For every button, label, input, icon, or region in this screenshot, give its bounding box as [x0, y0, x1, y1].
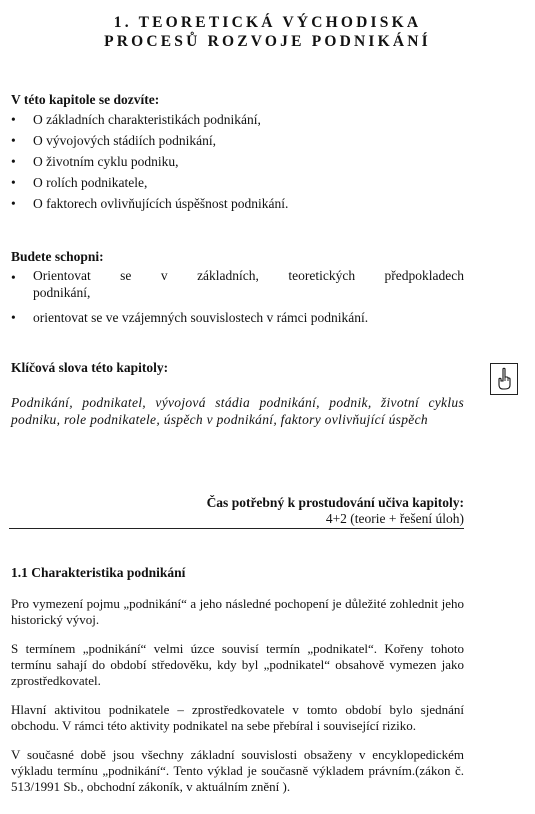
section-paragraph: Hlavní aktivitou podnikatele – zprostředkovatele v tomto období bylo sjednání obchodu. V rámci této aktivity podnikatel na sebe přebíral i související riziko.	[11, 702, 464, 733]
bullet-icon: •	[11, 112, 16, 127]
able-heading: Budete schopni:	[11, 249, 104, 264]
pointing-hand-icon	[490, 363, 518, 395]
bullet-icon: •	[11, 196, 16, 211]
bullet-icon: •	[11, 270, 16, 285]
section-paragraph: S termínem „podnikání“ velmi úzce souvisí termín „podnikatel“. Kořeny tohoto termínu sahají do období středověku, kdy byl „podnikatel“ obsahově vymezen jako zprostředkovatel.	[11, 641, 464, 688]
keywords-heading: Klíčová slova této kapitoly:	[11, 360, 169, 375]
bullet-icon: •	[11, 310, 16, 325]
section-paragraph: V současné době jsou všechny základní souvislosti obsaženy v encyklopedickém výkladu termínu „podnikání“. Tento výklad je současně výkladem právním.(zákon č. 513/1991 Sb., obchodní zákoník, v aktuálním znění ).	[11, 747, 464, 794]
section-paragraph: Pro vymezení pojmu „podnikání“ a jeho následné pochopení je důležité zohlednit jeho historický vývoj.	[11, 596, 464, 627]
time-value: 4+2 (teorie + řešení úloh)	[325, 511, 464, 526]
time-label: Čas potřebný k prostudování učiva kapitoly:	[206, 495, 464, 510]
chapter-title-line1: 1. TEORETICKÁ VÝCHODISKA	[113, 14, 422, 31]
chapter-title-line2: PROCESŮ ROZVOJE PODNIKÁNÍ	[104, 33, 431, 50]
bullet-icon: •	[11, 133, 16, 148]
list-item: • O faktorech ovlivňujících úspěšnost podnikání.	[11, 193, 481, 214]
list-item: • O rolích podnikatele,	[11, 172, 481, 193]
bullet-icon: •	[11, 154, 16, 169]
list-item: • O základních charakteristikách podnikání,	[11, 109, 481, 130]
list-item: • Orientovat se v základních, teoretických předpokladech podnikání,	[11, 268, 464, 300]
section-heading: 1.1 Charakteristika podnikání	[11, 565, 186, 580]
list-item: • O vývojových stádiích podnikání,	[11, 130, 481, 151]
list-item: • O životním cyklu podniku,	[11, 151, 481, 172]
bullet-icon: •	[11, 175, 16, 190]
learn-list	[11, 109, 481, 214]
learn-heading: V této kapitole se dozvíte:	[11, 92, 160, 107]
keywords-text: Podnikání, podnikatel, vývojová stádia podnikání, podnik, životní cyklus podniku, role podnikatele, úspěch v podnikání, faktory ovlivňující úspěch	[11, 395, 464, 427]
divider	[9, 528, 464, 529]
